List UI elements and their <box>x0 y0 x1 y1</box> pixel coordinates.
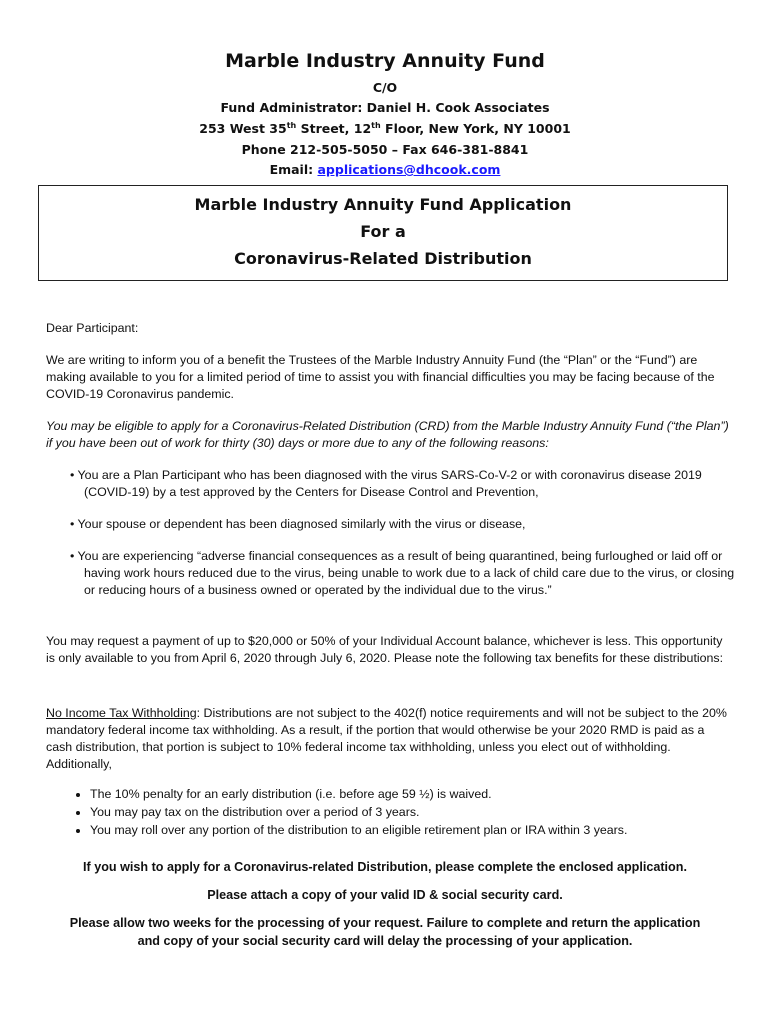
tax-benefits-list <box>46 785 770 839</box>
title-line-1: Marble Industry Annuity Fund Application <box>194 195 572 214</box>
list-item: • You may roll over any portion of the distribution to an eligible retirement plan or IRA within 3 years. <box>90 821 770 839</box>
reason-item: • Your spouse or dependent has been diagnosed similarly with the virus or disease, <box>70 517 526 531</box>
reason-item: • You are experiencing “adverse financial consequences as a result of being quarantined, being furloughed or laid off or having work hours reduced due to the virus, being unable to work due to a lack of child care due to the virus, or closing or reducing hours of a business owned or operated by the individual due to the virus.” <box>70 549 735 597</box>
payment-paragraph: You may request a payment of up to $20,000 or 50% of your Individual Account balance, whichever is less. This opportunity is only available to you from April 6, 2020 through July 6, 2020. Please note the following tax benefits for these distributions: <box>46 634 724 665</box>
withholding-paragraph: No Income Tax Withholding: Distributions are not subject to the 402(f) notice requirements and will not be subject to the 20% mandatory federal income tax withholding. As a result, if the portion that would otherwise be your 2020 RMD is paid as a cash distribution, that portion is subject to 10% federal income tax withholding, unless you elect out of withholding. Additionally, <box>46 706 727 771</box>
withholding-heading: No Income Tax Withholding <box>46 706 197 720</box>
processing-notice: Please allow two weeks for the processing of your request. Failure to complete and return the application and copy of your social security card will delay the processing of your application. <box>69 916 701 948</box>
organization-name: Marble Industry Annuity Fund <box>225 50 545 72</box>
address-line: 253 West 35th Street, 12th Floor, New York, NY 10001 <box>199 121 571 136</box>
eligibility-paragraph: You may be eligible to apply for a Coronavirus-Related Distribution (CRD) from the Marble Industry Annuity Fund (“the Plan”) if you have been out of work for thirty (30) days or more due to any of the following reasons: <box>46 419 729 450</box>
list-item: • The 10% penalty for an early distribution (i.e. before age 59 ½) is waived. <box>90 785 770 803</box>
title-line-3: Coronavirus-Related Distribution <box>234 249 532 268</box>
email-link[interactable]: applications@dhcook.com <box>317 162 501 177</box>
reason-item: • You are a Plan Participant who has been diagnosed with the virus SARS-Co-V-2 or with coronavirus disease 2019 (COVID-19) by a test approved by the Centers for Disease Control and Prevention, <box>70 468 702 499</box>
list-item: • You may pay tax on the distribution over a period of 3 years. <box>90 803 770 821</box>
phone-fax-line: Phone 212-505-5050 – Fax 646-381-8841 <box>241 142 529 157</box>
attach-instruction: Please attach a copy of your valid ID & social security card. <box>207 888 563 902</box>
title-line-2: For a <box>360 222 406 241</box>
salutation: Dear Participant: <box>46 321 139 335</box>
application-title-box <box>38 185 728 281</box>
care-of-line: C/O <box>372 80 398 95</box>
intro-paragraph: We are writing to inform you of a benefit the Trustees of the Marble Industry Annuity Fund (the “Plan” or the “Fund”) are making available to you for a limited period of time to assist you with financial difficulties you may be facing because of the COVID-19 Coronavirus pandemic. <box>46 353 715 401</box>
email-line: Email: applications@dhcook.com <box>269 162 501 177</box>
fund-administrator-line: Fund Administrator: Daniel H. Cook Associates <box>220 100 550 115</box>
apply-instruction: If you wish to apply for a Coronavirus-related Distribution, please complete the enclosed application. <box>83 860 687 874</box>
